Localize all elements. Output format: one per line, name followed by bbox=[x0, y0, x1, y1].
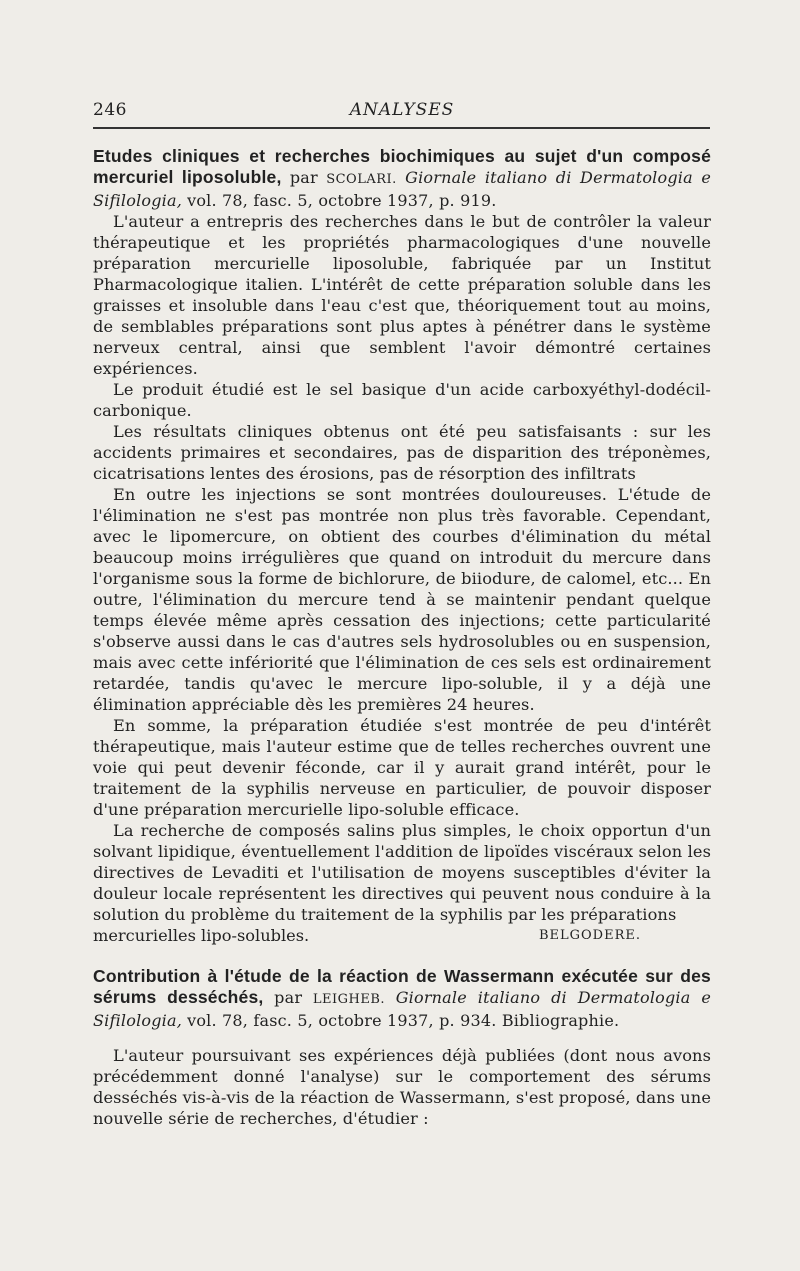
article-title bbox=[93, 146, 711, 211]
paragraph: Les résultats cliniques obtenus ont été peu satisfaisants : sur les accidents primaires et secondaires, pas de disparition des tréponèmes, cicatrisations lentes des érosions, pas de résorption des infiltrats bbox=[93, 422, 711, 483]
page bbox=[93, 95, 711, 1129]
closing-text: mercurielles lipo-solubles. bbox=[93, 926, 310, 945]
article-scolari bbox=[93, 146, 711, 946]
paragraph: En outre les injections se sont montrées douloureuses. L'étude de l'élimination ne s'est pas montrée non plus très favorable. Cependant, avec le lipomercure, on obtient des courbes d'élimination du métal beaucoup moins irrégulières que quand on introduit du mercure dans l'organisme sous la forme de bichlorure, de biiodure, de calomel, etc... En outre, l'élimination du mercure tend à se maintenir pendant quelque temps élevée même après cessation des injections; cette particularité s'observe aussi dans le cas d'autres sels hydrosolubles ou en suspension, mais avec cette infériorité que l'élimination de ces sels est ordinairement retardée, tandis qu'avec le mercure lipo-soluble, il y a déjà une élimination appréciable dès les premières 24 heures. bbox=[93, 485, 711, 714]
article-title-text: Etudes cliniques et recherches biochimiques au sujet d'un composé mercuriel liposoluble, bbox=[93, 146, 711, 187]
article-author: SCOLARI. bbox=[326, 172, 397, 187]
article-title bbox=[93, 966, 711, 1031]
reviewer-signature: BELGODERE. bbox=[538, 928, 641, 943]
article-author: LEIGHEB. bbox=[312, 992, 386, 1007]
paragraph: La recherche de composés salins plus simples, le choix opportun d'un solvant lipidique, éventuellement l'addition de lipoïdes viscéraux selon les directives de Levaditi et l'utilisation de moyens susceptibles d'éviter la douleur locale représentent les directives qui peuvent nous conduire à la solution du problème du traitement de la syphilis par les préparations bbox=[93, 821, 711, 924]
article-by: par bbox=[289, 168, 318, 187]
running-title: ANALYSES bbox=[349, 100, 455, 120]
article-by: par bbox=[274, 988, 303, 1007]
page-number: 246 bbox=[93, 100, 127, 120]
article-journal: Giornale italiano di Dermatologia e Sifilologia, bbox=[93, 988, 712, 1030]
closing-line bbox=[93, 925, 711, 946]
article-leigheb bbox=[93, 966, 711, 1129]
paragraph: Le produit étudié est le sel basique d'un acide carboxyéthyl-dodécil-carbonique. bbox=[93, 380, 711, 420]
paragraph: L'auteur poursuivant ses expériences déjà publiées (dont nous avons précédemment donné l'analyse) sur le comportement des sérums desséchés vis-à-vis de la réaction de Wassermann, s'est proposé, dans une nouvelle série de recherches, d'étudier : bbox=[93, 1046, 711, 1128]
article-journal: Giornale italiano di Dermatologia e Sifilologia, bbox=[93, 168, 712, 210]
page-header bbox=[93, 95, 711, 125]
article-reference: vol. 78, fasc. 5, octobre 1937, p. 919. bbox=[187, 191, 497, 210]
article-title-text: Contribution à l'étude de la réaction de Wassermann exécutée sur des sérums desséchés, bbox=[93, 966, 711, 1007]
paragraph: L'auteur a entrepris des recherches dans le but de contrôler la valeur thérapeutique et les propriétés pharmacologiques d'une nouvelle préparation mercurielle liposoluble, fabriquée par un Institut Pharmacologique italien. L'intérêt de cette préparation soluble dans les graisses et insoluble dans l'eau c'est que, théoriquement tout au moins, de semblables préparations sont plus aptes à pénétrer dans le système nerveux central, ainsi que semblent l'avoir démontré certaines expériences. bbox=[93, 212, 711, 378]
paragraph: En somme, la préparation étudiée s'est montrée de peu d'intérêt thérapeutique, mais l'auteur estime que de telles recherches ouvrent une voie qui peut devenir féconde, car il y aurait grand intérêt, pour le traitement de la syphilis nerveuse en particulier, de pouvoir disposer d'une préparation mercurielle lipo-soluble efficace. bbox=[93, 716, 711, 819]
header-rule bbox=[93, 127, 710, 129]
article-reference: vol. 78, fasc. 5, octobre 1937, p. 934. Bibliographie. bbox=[187, 1011, 620, 1030]
